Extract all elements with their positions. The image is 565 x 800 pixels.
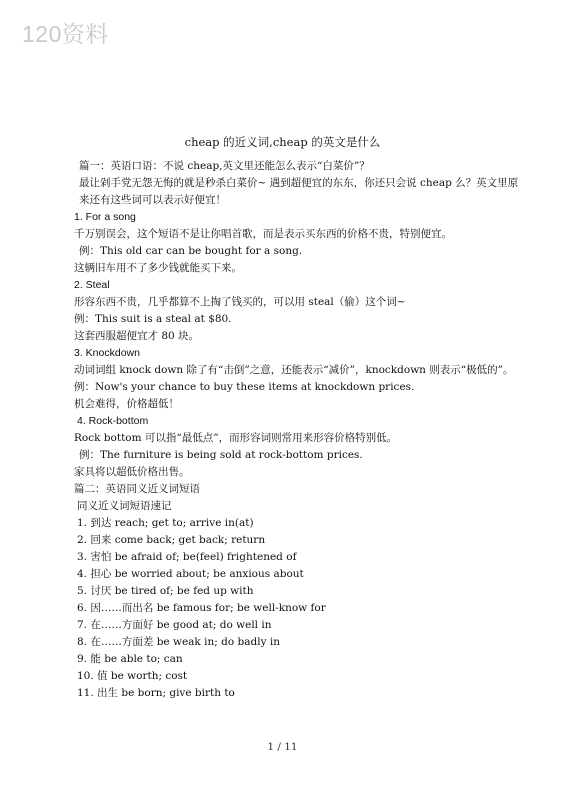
text-line: 5. 讨厌 be tired of; be fed up with: [77, 585, 254, 597]
text-line: 3. 害怕 be afraid of; be(feel) frightened of: [77, 551, 297, 563]
text-line: 10. 值 be worth; cost: [77, 670, 188, 682]
text-line: 例：The furniture is being sold at rock-bottom prices.: [79, 449, 363, 461]
text-line: 11. 出生 be born; give birth to: [77, 687, 235, 699]
text-line: 形容东西不贵，几乎都算不上掏了钱买的，可以用 steal（偷）这个词~: [74, 296, 406, 308]
document-body: [74, 158, 520, 702]
text-line: 机会难得，价格超低！: [74, 398, 179, 410]
text-line: 例：This suit is a steal at $80.: [74, 313, 232, 325]
text-line: Rock bottom 可以指“最低点”，而形容词则常用来形容价格特别低。: [74, 432, 398, 444]
text-line: 1. 到达 reach; get to; arrive in(at): [77, 517, 254, 529]
text-line: 家具将以超低价格出售。: [74, 466, 190, 478]
document-title: cheap 的近义词,cheap 的英文是什么: [184, 135, 381, 149]
text-line: 9. 能 be able to; can: [77, 653, 183, 665]
text-line: 7. 在……方面好 be good at; do well in: [77, 619, 272, 631]
watermark-logo: 120资料: [22, 21, 109, 47]
text-line: 这套西服超便宜才 80 块。: [74, 330, 200, 342]
text-line: 这辆旧车用不了多少钱就能买下来。: [74, 262, 242, 274]
text-line: 4. 担心 be worried about; be anxious about: [77, 568, 304, 580]
text-line: 8. 在……方面差 be weak in; do badly in: [77, 636, 280, 648]
text-line: 篇一：英语口语：不说 cheap,英文里还能怎么表示“白菜价”？: [79, 160, 370, 172]
text-line: 4. Rock-bottom: [77, 415, 149, 427]
text-line: 6. 因……而出名 be famous for; be well-know for: [77, 602, 326, 614]
text-line: 篇二：英语同义近义词短语: [74, 483, 200, 495]
text-line: 2. Steal: [74, 279, 110, 291]
text-line: 例：This old car can be bought for a song.: [79, 245, 303, 257]
text-line: 例：Now's your chance to buy these items at knockdown prices.: [74, 381, 415, 393]
page-number: 1 / 11: [267, 741, 298, 753]
text-line: 2. 回来 come back; get back; return: [77, 534, 266, 546]
text-line: 千万别误会，这个短语不是让你唱首歌，而是表示买东西的价格不贵，特别便宜。: [74, 228, 452, 240]
text-line: 同义近义词短语速记: [77, 500, 172, 512]
text-line: 1. For a song: [74, 211, 136, 223]
text-line: 3. Knockdown: [74, 347, 140, 359]
text-line: 最让剁手党无怨无悔的就是秒杀白菜价~ 遇到超便宜的东东，你还只会说 cheap 么？英文里原来还有这些词可以表示好便宜！: [79, 177, 519, 206]
text-line: 动词词组 knock down 除了有“击倒”之意，还能表示“减价”，knockdown 则表示“极低的”。: [74, 364, 514, 376]
